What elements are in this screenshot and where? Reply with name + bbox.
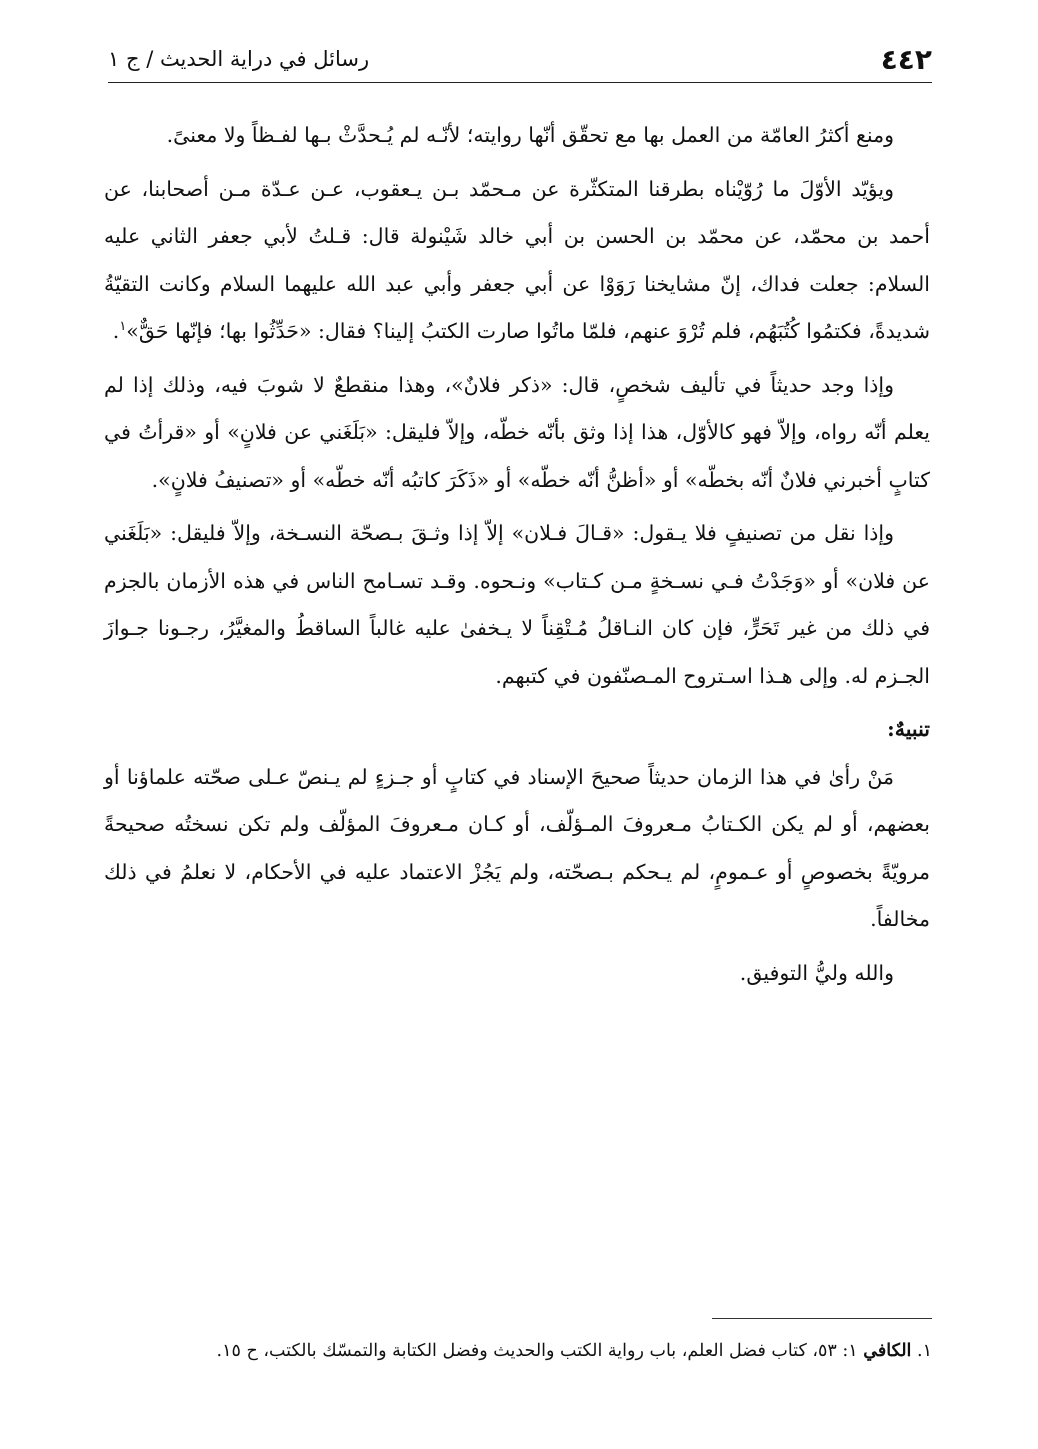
paragraph-4: وإذا نقل من تصنيفٍ فلا يـقول: «قـالَ فـلان» إلاّ إذا وثـقَ بـصحّة النسـخة، وإلاّ فليقل: «بَلَغَني عن فلان» أو «وَجَدْتُ فـي نسـخةٍ مـن كـتاب» ونـحوه. وقـد تسـامح الناس في هذه الأزمان بالجزم في ذلك من غير تَحَرٍّ، فإن كان النـاقلُ مُـتْقِناً لا يـخفىٰ عليه غالباً الساقطُ والمغيَّرُ، رجـونا جـوازَ الجـزم له. وإلى هـذا اسـتروح المـصنّفون في كتبهم. [104, 521, 930, 688]
footnote [104, 1336, 932, 1366]
footnote-separator [712, 1318, 932, 1319]
paragraph-2-text: ويؤيّد الأوّلَ ما رُوّيْناه بطرقنا المتكثّرة عن مـحمّد بـن يـعقوب، عـن عـدّة مـن أصحابنا، عن أحمد بن محمّد، عن محمّد بن الحسن بن أبي خالد شَيْنولة قال: قـلتُ لأبي جعفر الثاني عليه السلام: جعلت فداك، إنّ مشايخنا رَوَوْا عن أبي جعفر وأبي عبد الله عليهما السلام وكانت التقيّةُ شديدةً، فكتمُوا كُتُبَهُم، فلم تُرْوَ عنهم، فلمّا ماتُوا صارت الكتبُ إلينا؟ فقال: «حَدِّثُوا بها؛ فإنّها حَقٌّ» [104, 176, 930, 343]
running-header [108, 36, 932, 83]
paragraph-3: وإذا وجد حديثاً في تأليف شخصٍ، قال: «ذكر فلانٌ»، وهذا منقطعٌ لا شوبَ فيه، وذلك إذا لم يعلم أنّه رواه، وإلاّ فهو كالأوّل، هذا إذا وثق بأنّه خطّه، وإلاّ فليقل: «بَلَغَني عن فلانٍ» أو «قرأتُ في كتابٍ أخبرني فلانٌ أنّه بخطّه» أو «أظنُّ أنّه خطّه» أو «ذَكَرَ كاتبُه أنّه خطّه» أو «تصنيفُ فلانٍ». [104, 372, 930, 492]
book-title: رسائل في دراية الحديث / ج ١ [108, 47, 370, 71]
footnote-source: الكافي [863, 1341, 912, 1361]
section-heading: تنبيهٌ: [887, 717, 930, 741]
body-text [104, 112, 930, 997]
note-paragraph: مَنْ رأىٰ في هذا الزمان حديثاً صحيحَ الإسناد في كتابٍ أو جـزءٍ لم يـنصّ عـلى صحّته علماؤنا أو بعضهم، أو لم يكن الكـتابُ مـعروفَ المـؤلّف، أو كـان مـعروفَ المؤلّف ولم تكن نسختُه صحيحةً مرويّةً بخصوصٍ أو عـمومٍ، لم يـحكم بـصحّته، ولم يَجُزْ الاعتماد عليه في الأحكام، لا نعلمُ في ذلك مخالفاً. [104, 764, 930, 931]
paragraph-1: ومنع أكثرُ العامّة من العمل بها مع تحقّق أنّها روايته؛ لأنّـه لم يُـحدَّثْ بـها لفـظاً ولا معنىً. [166, 123, 894, 147]
paragraph-2: ويؤيّد الأوّلَ ما رُوّيْناه بطرقنا المتكثّرة عن مـحمّد بـن يـعقوب، عـن عـدّة مـن أصحابنا، عن أحمد بن محمّد، عن محمّد بن الحسن بن أبي خالد شَيْنولة قال: قـلتُ لأبي جعفر الثاني عليه السلام: جعلت فداك، إنّ مشايخنا رَوَوْا عن أبي جعفر وأبي عبد الله عليهما السلام وكانت التقيّةُ شديدةً، فكتمُوا كُتُبَهُم، فلم تُرْوَ عنهم، فلمّا ماتُوا صارت الكتبُ إلينا؟ فقال: «حَدِّثُوا بها؛ فإنّها حَقٌّ»$^١$. [104, 176, 930, 343]
footnote-marker[interactable]: ١ [119, 319, 127, 335]
footnote-text: ١: ٥٣، كتاب فضل العلم، باب رواية الكتب والحديث وفضل الكتابة والتمسّك بالكتب، ح ١٥. [216, 1341, 858, 1361]
closing-line: والله وليُّ التوفيق. [739, 960, 894, 985]
page-number: ٤٤٢ [880, 42, 932, 76]
footnote-number: ١. [917, 1341, 932, 1361]
